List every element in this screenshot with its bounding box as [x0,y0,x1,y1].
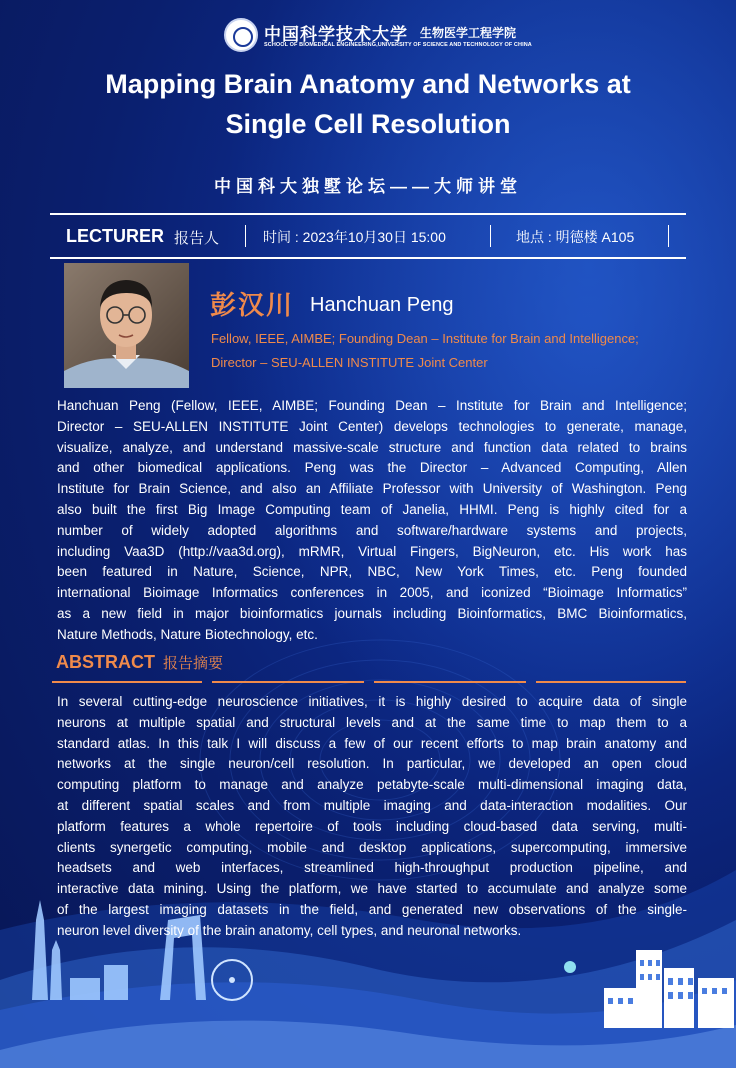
lecturer-label-en: LECTURER [66,226,164,246]
forum-name: 中国科大独墅论坛——大师讲堂 [214,177,522,196]
header-logo [0,18,736,54]
bio-line: Nature Methods, Nature Biotechnology, etc. [57,626,318,642]
divider [490,225,491,247]
school-name-cn: 生物医学工程学院 [420,26,517,40]
abstract-line: In several cutting-edge neuroscience initiatives, it is highly desired to acquire data of single [57,694,687,709]
bio-line: been featured in Nature, Science, NPR, NBC, New York Times, etc. Peng founded [57,564,687,580]
bio-line: number of widely adopted algorithms and software/hardware systems and projects, [57,522,687,538]
abstract-line: interactive data mining. Using the platform, we have started to accumulate and analyze some [57,881,687,897]
abstract-underline [536,681,686,683]
bio-line: also built the first Big Image Computing team of Janelia, HHMI. Peng is highly cited for a [57,501,687,517]
abstract-line: at different spatial scales and from multiple imaging and data-interaction modalities. Our [57,797,687,813]
bio-line: visualize, analyze, and understand massive-scale structure and function data related to brains [57,439,687,455]
abstract-heading [56,652,223,673]
abstract-underline [374,681,526,683]
lecturer-info-bar [50,213,686,259]
abstract-label-cn: 报告摘要 [163,655,224,672]
bio-line: including Vaa3D (http://vaa3d.org), mRMR, Virtual Fingers, BigNeuron, etc. His work has [57,543,687,559]
abstract-line: headsets and web interfaces, streamlined high-throughput production pipeline, and [57,860,687,876]
lecture-title-line: Mapping Brain Anatomy and Networks at [105,69,631,99]
school-name-en: SCHOOL OF BIOMEDICAL ENGINEERING,UNIVERSITY OF SCIENCE AND TECHNOLOGY OF CHINA [264,42,532,48]
speaker-name-en: Hanchuan Peng [310,294,454,316]
lecture-time: 时间 : 2023年10月30日 15:00 [263,229,446,245]
divider [245,225,246,247]
divider [668,225,669,247]
abstract-line: neuron level diversity of the brain anatomy, cell types, and neuronal networks. [57,922,522,938]
abstract-label-en: ABSTRACT [56,652,155,672]
abstract-underline [212,681,364,683]
bio-line: international Bioimage Informatics conferences in 2005, and iconized “Bioimage Informatics” [57,585,687,601]
abstract-line: clients synergetic computing, mobile and desktop applications, supercomputing, immersive [57,839,687,855]
bio-line: as a new field in major bioinformatics journals including Bioinformatics, BMC Bioinformatics, [57,605,687,621]
bio-line: Director – SEU-ALLEN INSTITUTE Joint Center) develops technologies to generate, manage, [57,418,687,434]
abstract-underline [52,681,202,683]
speaker-photo [64,263,189,388]
university-seal-icon [224,18,258,52]
lecturer-label-cn: 报告人 [174,230,220,247]
abstract-line: platform features a whole repertoire of tools including cloud-based data serving, multi- [57,818,687,834]
abstract-line: neurons at multiple spatial and structural levels and at the same time to map them to a [57,714,687,730]
speaker-title-line: Director – SEU-ALLEN INSTITUTE Joint Center [211,355,488,370]
abstract-line: networks at the single neuron/cell resolution. In particular, we developed an open cloud [57,756,687,772]
lecture-title-line: Single Cell Resolution [225,109,511,139]
lecture-title [40,64,696,144]
speaker-title-line: Fellow, IEEE, AIMBE; Founding Dean – Institute for Brain and Intelligence; [211,331,639,346]
lecture-location: 地点 : 明德楼 A105 [516,229,635,245]
bio-line: Institute for Brain Science, and also an Affiliate Professor with University of Washington. Peng [57,481,687,497]
speaker-name-cn: 彭汉川 [210,290,295,320]
abstract-line: standard atlas. In this talk I will discuss a few of our recent efforts to map brain anatomy and [57,735,687,751]
abstract-line: of the largest imaging datasets in the field, and generated new observations of the single- [57,901,687,917]
speaker-bio [57,396,687,646]
bio-line: and other biomedical applications. Peng was the Director – Advanced Computing, Allen [57,460,687,476]
bio-line: Hanchuan Peng (Fellow, IEEE, AIMBE; Founding Dean – Institute for Brain and Intelligence; [57,398,687,413]
abstract-body [57,692,687,942]
abstract-line: computing platform to manage and analyze petabyte-scale multi-dimensional imaging data, [57,777,687,793]
university-name: 中国科学技术大学 [264,25,408,45]
